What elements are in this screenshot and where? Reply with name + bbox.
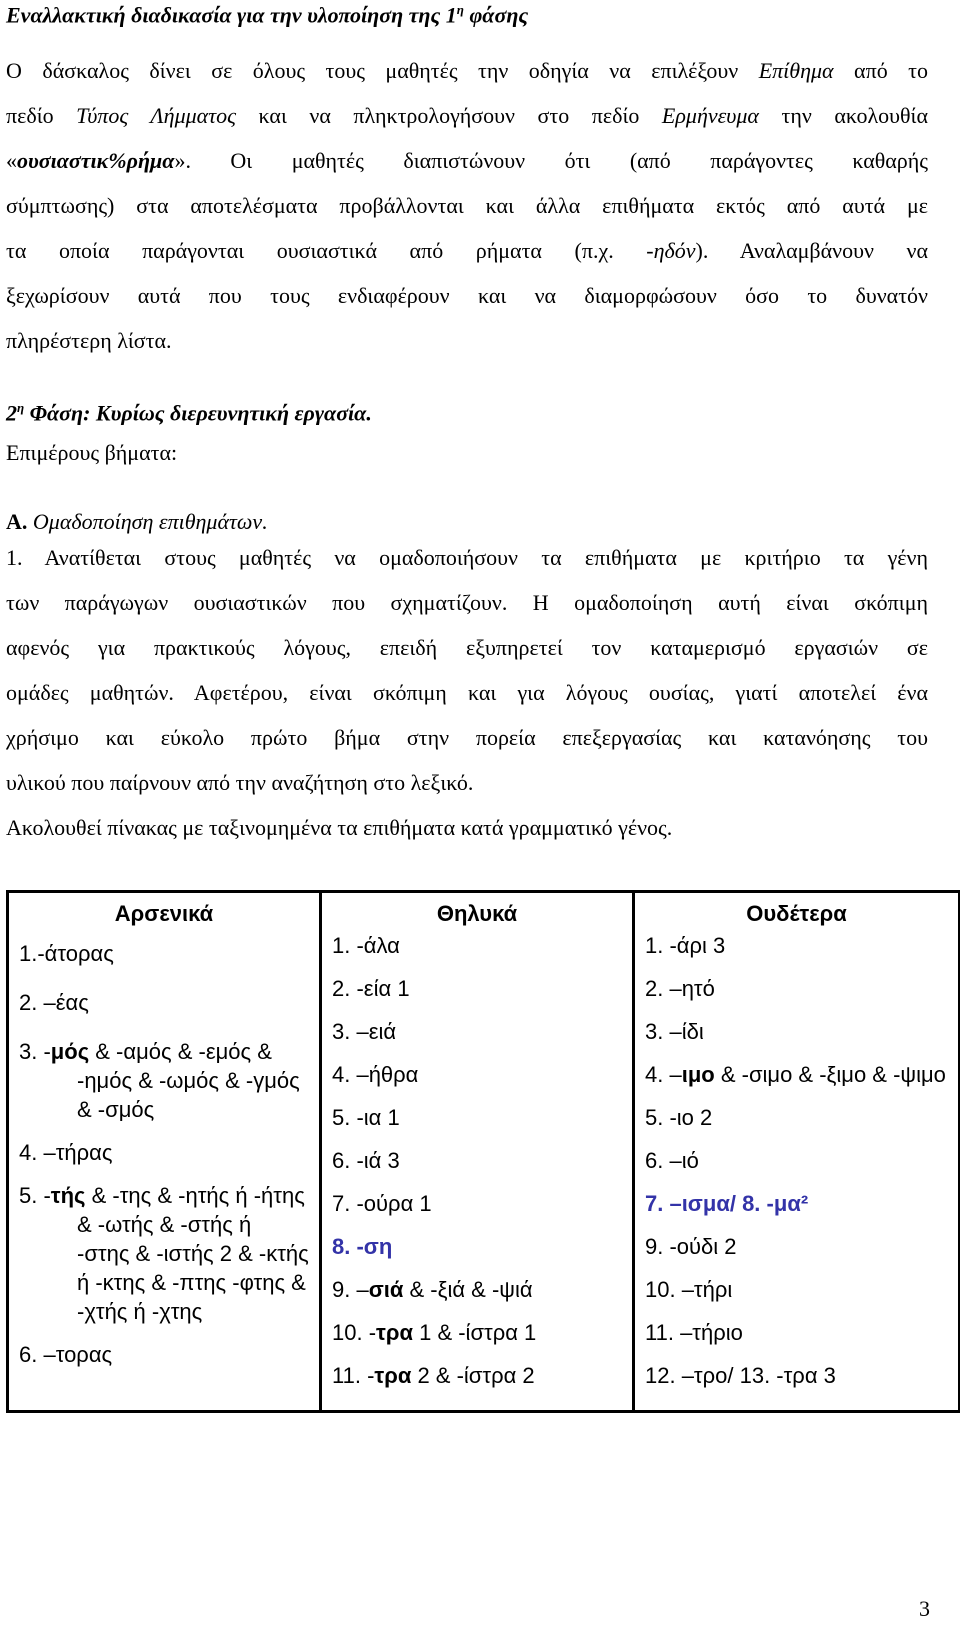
list-item: 4. –τήρας bbox=[19, 1140, 113, 1165]
list-item: 6. –τορας bbox=[19, 1342, 113, 1367]
list-item: 8. -ση bbox=[332, 1234, 393, 1259]
neuter-column bbox=[634, 892, 960, 1412]
list-item: 1. -άλα bbox=[332, 933, 400, 958]
masculine-header: Αρσενικά bbox=[114, 901, 214, 926]
list-item: 10. –τήρι bbox=[645, 1277, 733, 1302]
list-item: 10. -τρα 1 & -ίστρα 1 bbox=[332, 1320, 537, 1345]
steps-label: Επιμέρους βήματα: bbox=[6, 440, 178, 465]
list-item: 3. –ειά bbox=[332, 1019, 397, 1044]
list-item: 4. –ιμο & -σιμο & -ξιμο & -ψιμο bbox=[645, 1062, 946, 1087]
neuter-header: Ουδέτερα bbox=[746, 901, 847, 926]
list-item: 5. -τής & -της & -ητής ή -ήτης & -ωτής & -στής ή -στης & -ιστής 2 & -κτής ή -κτης & -πτης -φτης & -χτής ή -χτης bbox=[19, 1183, 309, 1324]
list-item: 1. -άρι 3 bbox=[645, 933, 726, 958]
list-item: 9. -ούδι 2 bbox=[645, 1234, 737, 1259]
page-number: 3 bbox=[919, 1596, 930, 1621]
masculine-column bbox=[8, 892, 321, 1412]
section-a-heading: Α. Ομαδοποίηση επιθημάτων. bbox=[6, 509, 268, 534]
list-item: 12. –τρο/ 13. -τρα 3 bbox=[645, 1363, 836, 1388]
feminine-column bbox=[321, 892, 634, 1412]
list-item: 9. –σιά & -ξιά & -ψιά bbox=[332, 1277, 533, 1302]
instruction-paragraph: Ο δάσκαλος δίνει σε όλους τους μαθητές την οδηγία να επιλέξουν Επίθημα από το πεδίο Τύπος Λήμματος και να πληκτρολογήσουν στο πεδίο Ερμήνευμα την ακολουθία «ουσιαστικ%ρήμα». Οι μαθητές διαπιστώνουν ότι (από παράγοντες καθαρής σύμπτωσης) στα αποτελέσματα προβάλλονται και άλλα επιθήματα εκτός από αυτά με τα οποία παράγονται ουσιαστικά από ρήματα (π.χ. -ηδόν). Αναλαμβάνουν να ξεχωρίσουν αυτά που τους ενδιαφέρουν και να διαμορφώσουν όσο το δυνατόν πληρέστερη λίστα. bbox=[6, 58, 929, 353]
list-item: 7. -ούρα 1 bbox=[332, 1191, 432, 1216]
list-item: 7. –ισμα/ 8. -μα² bbox=[645, 1191, 809, 1216]
list-item: 11. –τήριο bbox=[645, 1320, 743, 1345]
list-item: 6. -ιά 3 bbox=[332, 1148, 400, 1173]
list-item: 3. –ίδι bbox=[645, 1019, 704, 1044]
grouping-paragraph: 1. Ανατίθεται στους μαθητές να ομαδοποιήσουν τα επιθήματα με κριτήριο τα γένη των παράγωγων ουσιαστικών που σχηματίζουν. Η ομαδοποίηση αυτή είναι σκόπιμη αφενός για πρακτικούς λόγους, επειδή εξυπηρετεί τον καταμερισμό εργασιών σε ομάδες μαθητών. Αφετέρου, είναι σκόπιμη και για λόγους ουσίας, γιατί αποτελεί ένα χρήσιμο και εύκολο πρώτο βήμα στην πορεία επεξεργασίας και κατανόησης του υλικού που παίρνουν από την αναζήτηση στο λεξικό. Ακολουθεί πίνακας με ταξινομημένα τα επιθήματα κατά γραμματικό γένος. bbox=[6, 545, 928, 840]
phase-2-heading: $2^\eta$ Φάση: Κυρίως διερευνητική εργασία. bbox=[6, 400, 372, 426]
list-item: 6. –ιό bbox=[645, 1148, 699, 1173]
list-item: 3. -μός & -αμός & -εμός & -ημός & -ωμός & -γμός & -σμός bbox=[19, 1039, 300, 1122]
list-item: 5. -ιο 2 bbox=[645, 1105, 713, 1130]
list-item: 5. -ια 1 bbox=[332, 1105, 400, 1130]
list-item: 2. –έας bbox=[19, 990, 89, 1015]
feminine-header: Θηλυκά bbox=[436, 901, 518, 926]
list-item: 2. -εία 1 bbox=[332, 976, 410, 1001]
section-title: Εναλλακτική διαδικασία για την υλοποίηση της $1^\eta$ φάσης bbox=[6, 2, 529, 28]
list-item: 4. –ήθρα bbox=[332, 1062, 419, 1087]
list-item: 1.-άτορας bbox=[19, 941, 114, 966]
list-item: 11. -τρα 2 & -ίστρα 2 bbox=[332, 1363, 535, 1388]
suffix-table bbox=[6, 890, 960, 1413]
list-item: 2. –ητό bbox=[645, 976, 715, 1001]
